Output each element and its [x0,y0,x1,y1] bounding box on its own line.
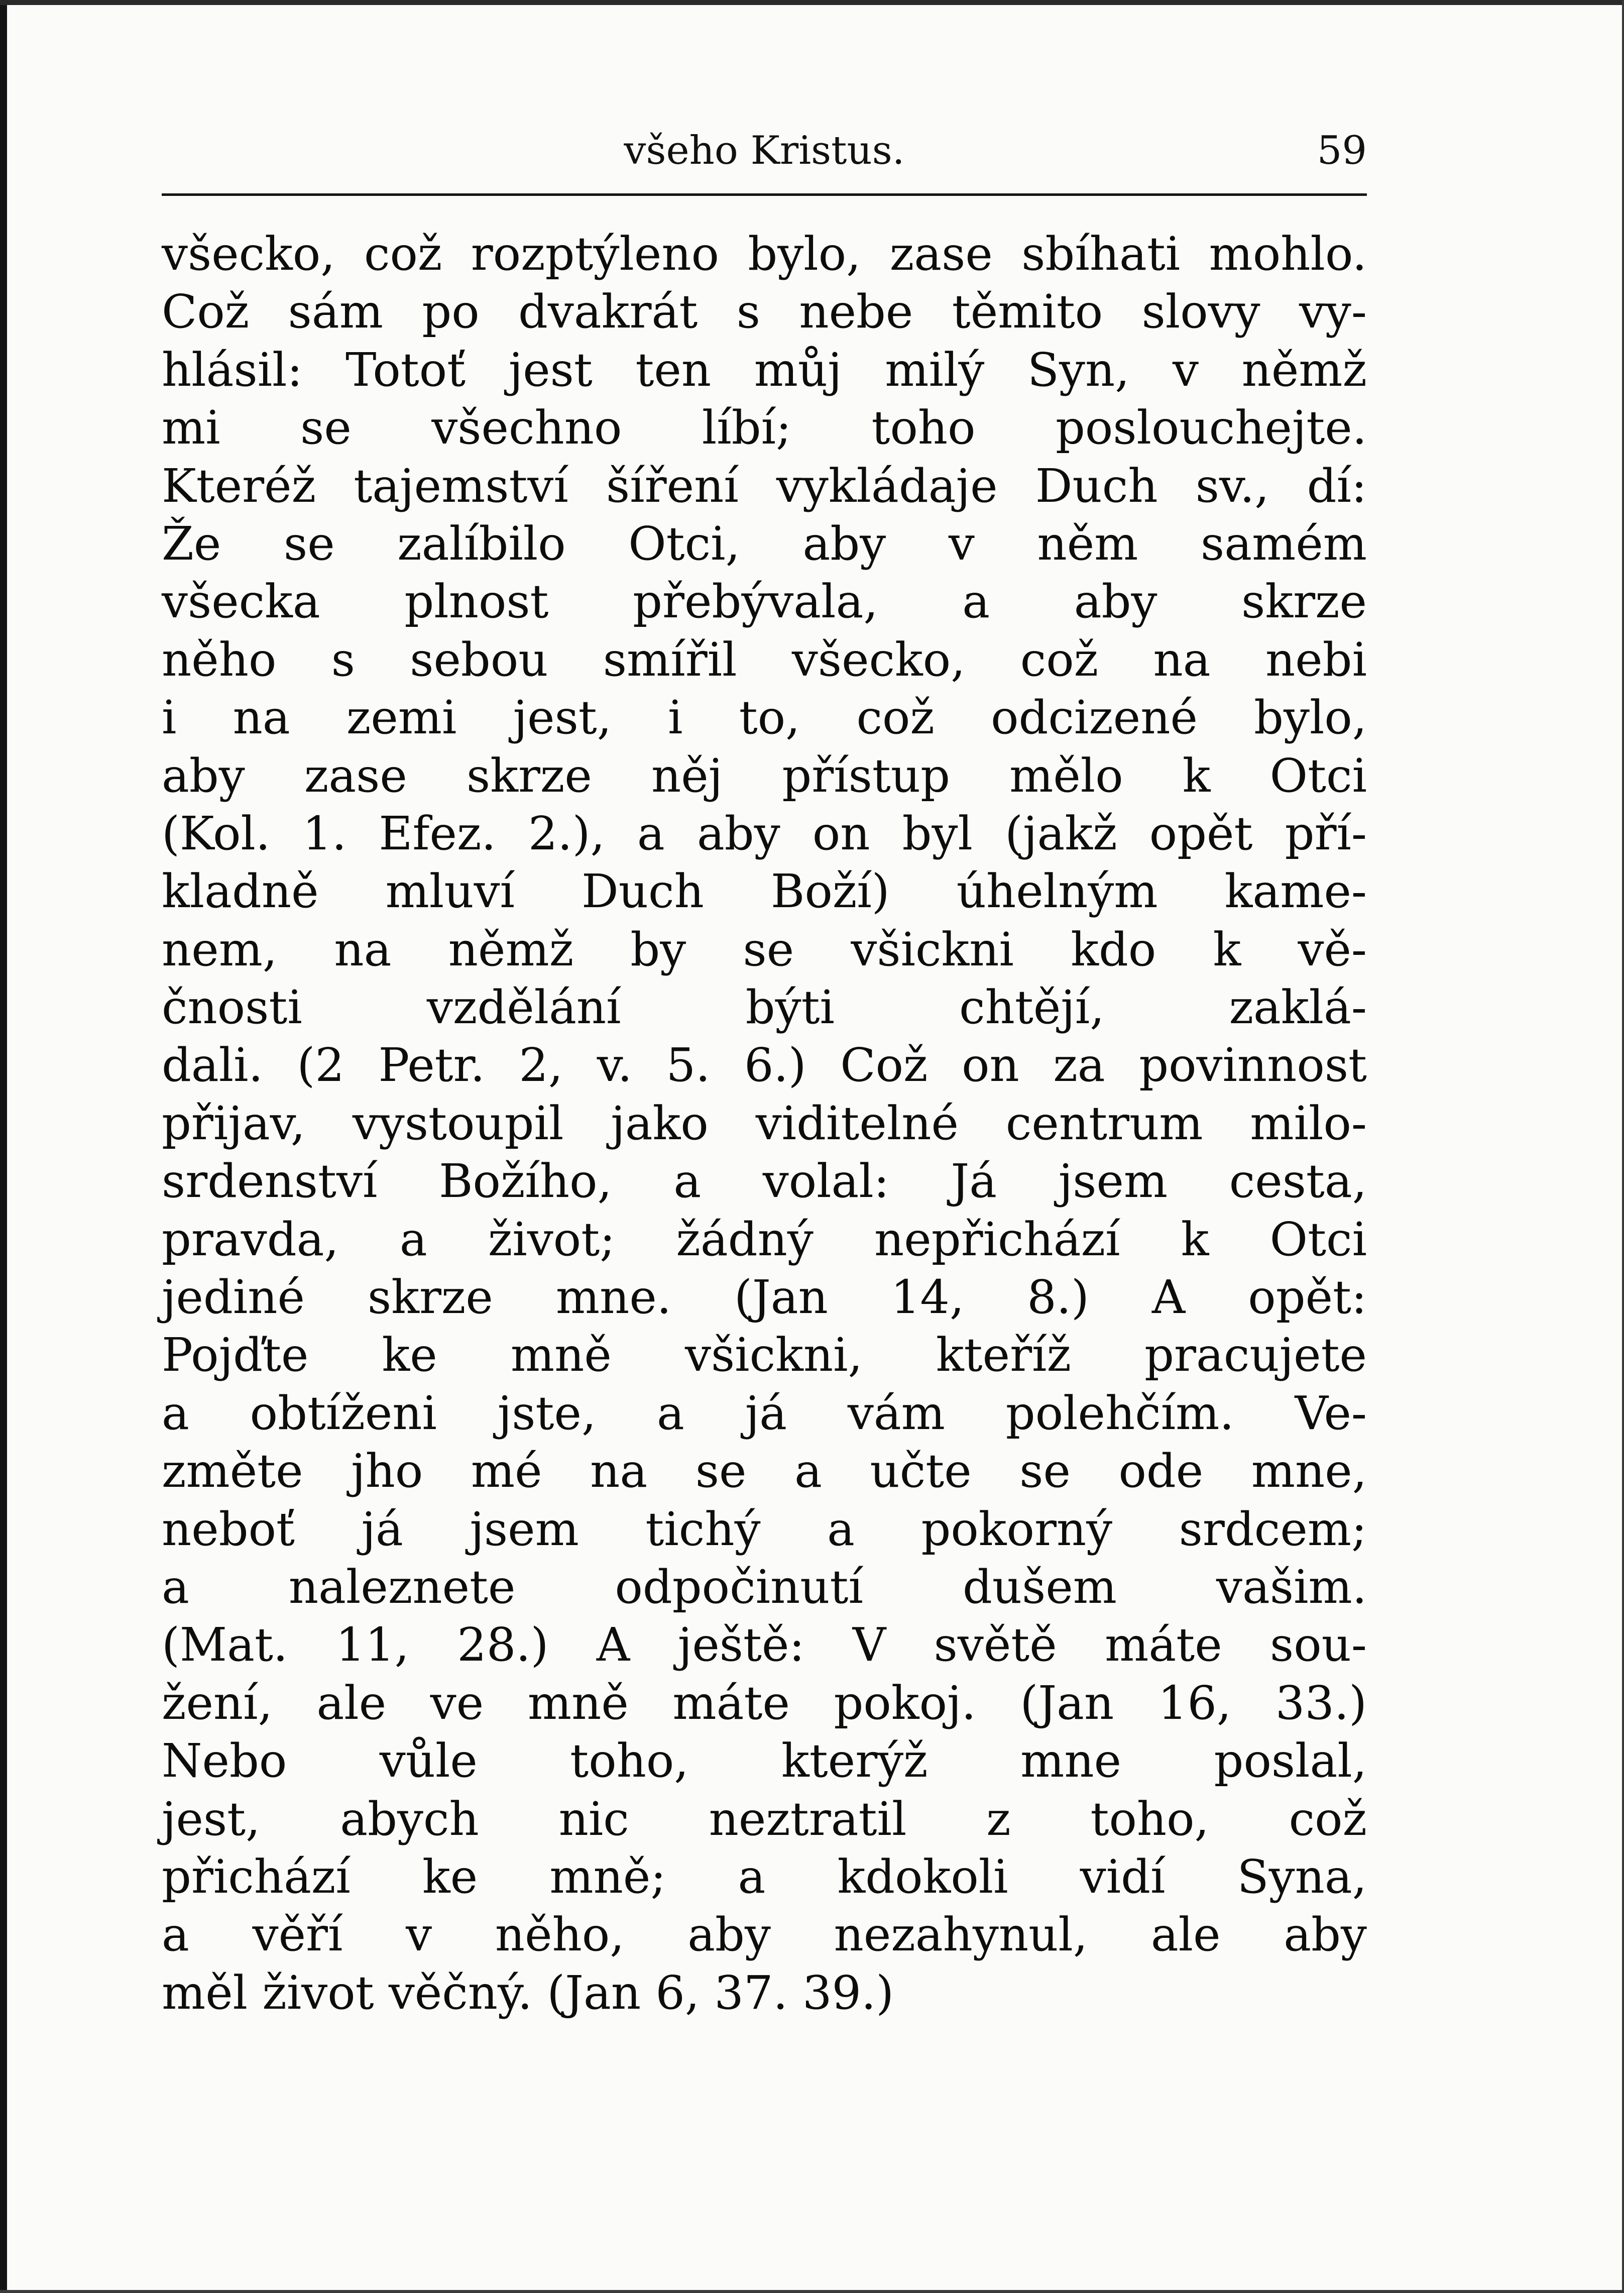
header-rule [162,193,1367,196]
running-head: všeho Kristus. [624,128,905,173]
text-line: a naleznete odpočinutí dušem vašim. [162,1560,1367,1614]
text-line: jest, abych nic neztratil z toho, což [162,1792,1367,1846]
text-line: čnosti vzdělání býti chtějí, zaklá- [162,980,1367,1035]
text-line: všecka plnost přebývala, a aby skrze [162,575,1367,629]
text-line: i na zemi jest, i to, což odcizené bylo, [162,691,1367,745]
text-line: mi se všechno líbí; toho poslouchejte. [162,401,1367,455]
text-line: žení, ale ve mně máte pokoj. (Jan 16, 33.) [162,1676,1367,1730]
text-line: nem, na němž by se všickni kdo k vě- [162,922,1367,976]
text-line: Kteréž tajemství šíření vykládaje Duch sv., dí: [162,459,1367,513]
text-line: a věří v něho, aby nezahynul, ale aby [162,1908,1367,1962]
text-line: přichází ke mně; a kdokoli vidí Syna, [162,1849,1367,1904]
body-text [162,225,1367,2022]
page-header [162,123,1367,183]
scan-edge-left [0,0,7,2293]
text-line: Což sám po dvakrát s nebe těmito slovy vy- [162,285,1367,339]
text-line: pravda, a život; žádný nepřichází k Otci [162,1212,1367,1266]
text-line: všecko, což rozptýleno bylo, zase sbíhati mohlo. [162,227,1367,281]
text-line: něho s sebou smířil všecko, což na nebi [162,632,1367,687]
text-line: aby zase skrze něj přístup mělo k Otci [162,748,1367,803]
text-line: kladně mluví Duch Boží) úhelným kame- [162,864,1367,919]
text-line: měl život věčný. (Jan 6, 37. 39.) [162,1966,894,2020]
text-line: (Mat. 11, 28.) A ještě: V světě máte sou- [162,1618,1367,1672]
text-line: změte jho mé na se a učte se ode mne, [162,1444,1367,1498]
text-line: jediné skrze mne. (Jan 14, 8.) A opět: [162,1270,1367,1325]
scan-edge-bottom [0,2290,1624,2293]
text-line: neboť já jsem tichý a pokorný srdcem; [162,1502,1367,1556]
text-line: dali. (2 Petr. 2, v. 5. 6.) Což on za povinnost [162,1038,1367,1093]
scan-edge-top [0,0,1624,5]
text-line: hlásil: Totoť jest ten můj milý Syn, v němž [162,343,1367,397]
text-line: a obtíženi jste, a já vám polehčím. Ve- [162,1386,1367,1440]
text-line: srdenství Božího, a volal: Já jsem cesta, [162,1154,1367,1209]
text-line: Pojďte ke mně všickni, kteříž pracujete [162,1328,1367,1382]
text-line: Že se zalíbilo Otci, aby v něm samém [162,516,1367,571]
scan-edge-right [1622,0,1624,2293]
text-line: (Kol. 1. Efez. 2.), a aby on byl (jakž opět pří- [162,806,1367,860]
page-number: 59 [1317,128,1367,173]
text-line: přijav, vystoupil jako viditelné centrum milo- [162,1096,1367,1150]
text-line: Nebo vůle toho, kterýž mne poslal, [162,1734,1367,1788]
